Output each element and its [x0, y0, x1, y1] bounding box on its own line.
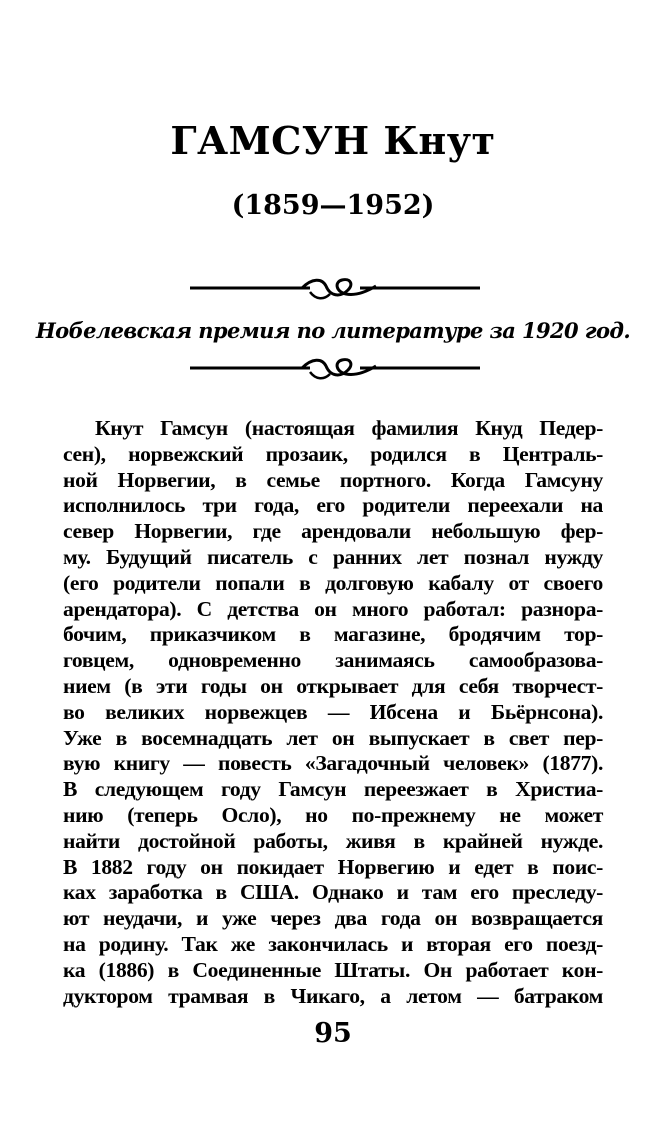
text-line: во великих норвежцев — Ибсена и Бьёрнсона). — [63, 699, 603, 724]
ornamental-divider-icon — [190, 354, 480, 384]
text-line: дуктором трамвая в Чикаго, а летом — батраком — [63, 983, 603, 1008]
page-number: 95 — [314, 1018, 352, 1049]
page-title: ГАМСУН Кнут — [170, 118, 496, 163]
text-line: ках заработка в США. Однако и там его преследу- — [63, 880, 603, 905]
text-line: ют неудачи, и уже через два года он возвращается — [63, 906, 603, 931]
text-line: ной Норвегии, в семье портного. Когда Гамсуну — [63, 467, 603, 492]
text-line: найти достойной работы, живя в крайней нужде. — [63, 828, 603, 853]
ornamental-divider-icon — [190, 274, 480, 304]
text-line: Кнут Гамсун (настоящая фамилия Кнуд Педер- — [95, 416, 603, 440]
text-line: говцем, одновременно занимаясь самообразова- — [63, 648, 603, 673]
text-line: нием (в эти годы он открывает для себя творчест- — [63, 673, 603, 698]
text-line: на родину. Так же закончилась и вторая его поезд- — [63, 931, 603, 956]
text-line: (его родители попали в долговую кабалу от своего — [63, 570, 603, 595]
text-line: вую книгу — повесть «Загадочный человек» (1877). — [63, 751, 603, 776]
text-line: В следующем году Гамсун переезжает в Христиа- — [63, 777, 603, 802]
text-line: бочим, приказчиком в магазине, бродячим тор- — [63, 622, 603, 647]
text-line: сен), норвежский прозаик, родился в Централь- — [63, 441, 603, 466]
text-line: ка (1886) в Соединенные Штаты. Он работает кон- — [63, 957, 603, 982]
text-line: исполнилось три года, его родители переехали на — [63, 493, 603, 518]
text-line: север Норвегии, где арендовали небольшую фер- — [63, 519, 603, 544]
text-line: Уже в восемнадцать лет он выпускает в свет пер- — [63, 725, 603, 750]
text-line: В 1882 году он покидает Норвегию и едет в поис- — [63, 854, 603, 879]
body-text — [63, 416, 603, 1009]
life-dates: (1859—1952) — [231, 190, 435, 221]
text-line: арендатора). С детства он много работал: разнора- — [63, 596, 603, 621]
text-line: нию (теперь Осло), но по-прежнему не может — [63, 802, 603, 827]
text-line: му. Будущий писатель с ранних лет познал нужду — [63, 544, 603, 569]
nobel-prize-note: Нобелевская премия по литературе за 1920 год. — [35, 318, 631, 343]
